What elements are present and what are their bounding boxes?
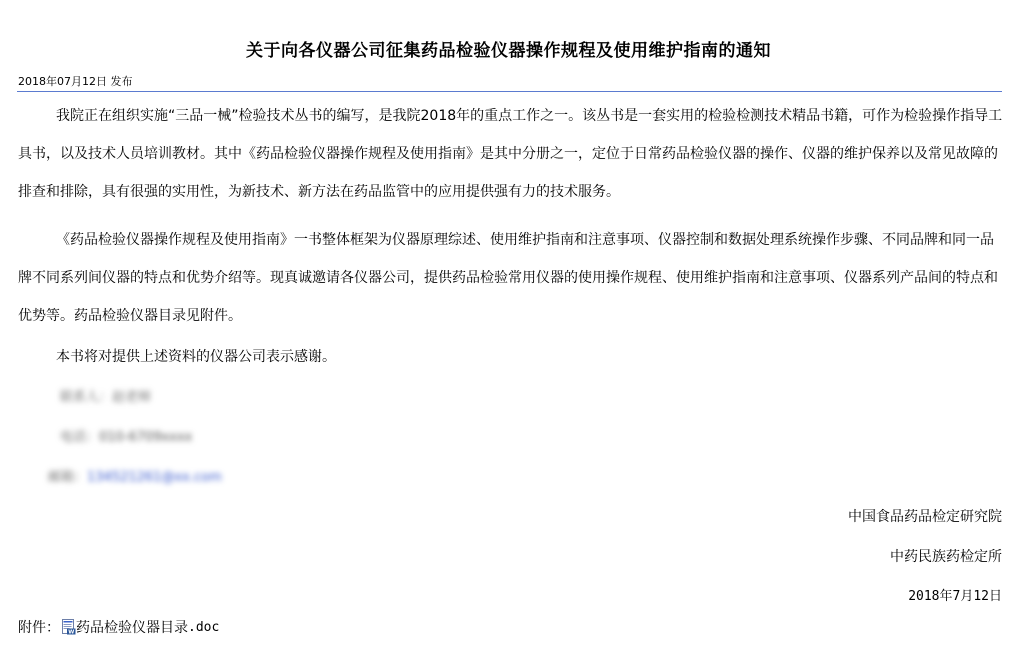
contact-person: 联系人：赵老师: [60, 390, 152, 405]
attachment-label: 附件：: [18, 620, 60, 636]
attachment-filename[interactable]: 药品检验仪器目录: [76, 620, 188, 636]
attachment-row: [18, 617, 219, 637]
paragraph-1-text: 我院正在组织实施“三品一械”检验技术丛书的编写，是我院2018年的重点工作之一。该丛书是一套实用的检验检测技术精品书籍，可作为检验操作指导工具书，以及技术人员培训教材。其中《药品检验仪器操作规程及使用指南》是其中分册之一，定位于日常药品检验仪器的操作、仪器的维护保养以及常见故障的排查和排除，具有很强的实用性，为新技术、新方法在药品监管中的应用提供强有力的技术服务。: [18, 108, 1003, 200]
paragraph-2: [18, 221, 1003, 335]
contact-email-label: 邮箱：: [48, 470, 88, 485]
contact-email: [48, 466, 222, 485]
paragraph-2-text: 《药品检验仪器操作规程及使用指南》一书整体框架为仪器原理综述、使用维护指南和注意事项、仪器控制和数据处理系统操作步骤、不同品牌和同一品牌不同系列间仪器的特点和优势介绍等。现真诚邀请各仪器公司，提供药品检验常用仪器的使用操作规程、使用维护指南和注意事项、仪器系列产品间的特点和优势等。药品检验仪器目录见附件。: [18, 232, 998, 324]
paragraph-1: [18, 97, 1003, 211]
contact-email-link[interactable]: 134521261@xx.com: [87, 470, 222, 485]
signature-org-1: 中国食品药品检定研究院: [848, 509, 1002, 525]
signature-org-2: 中药民族药检定所: [890, 549, 1002, 565]
word-doc-icon[interactable]: [62, 619, 76, 635]
signature-date: 2018年7月12日: [908, 589, 1002, 604]
contact-phone: 电话：010-6709xxxx: [60, 430, 193, 445]
title-divider: [17, 91, 1002, 92]
attachment-extension[interactable]: .doc: [188, 619, 220, 635]
publish-date: 2018年07月12日 发布: [18, 75, 133, 88]
paragraph-3-text: 本书将对提供上述资料的仪器公司表示感谢。: [56, 349, 336, 365]
paragraph-3: [18, 338, 1003, 376]
page-title: 关于向各仪器公司征集药品检验仪器操作规程及使用维护指南的通知: [246, 41, 771, 61]
svg-text:W: W: [68, 629, 75, 635]
